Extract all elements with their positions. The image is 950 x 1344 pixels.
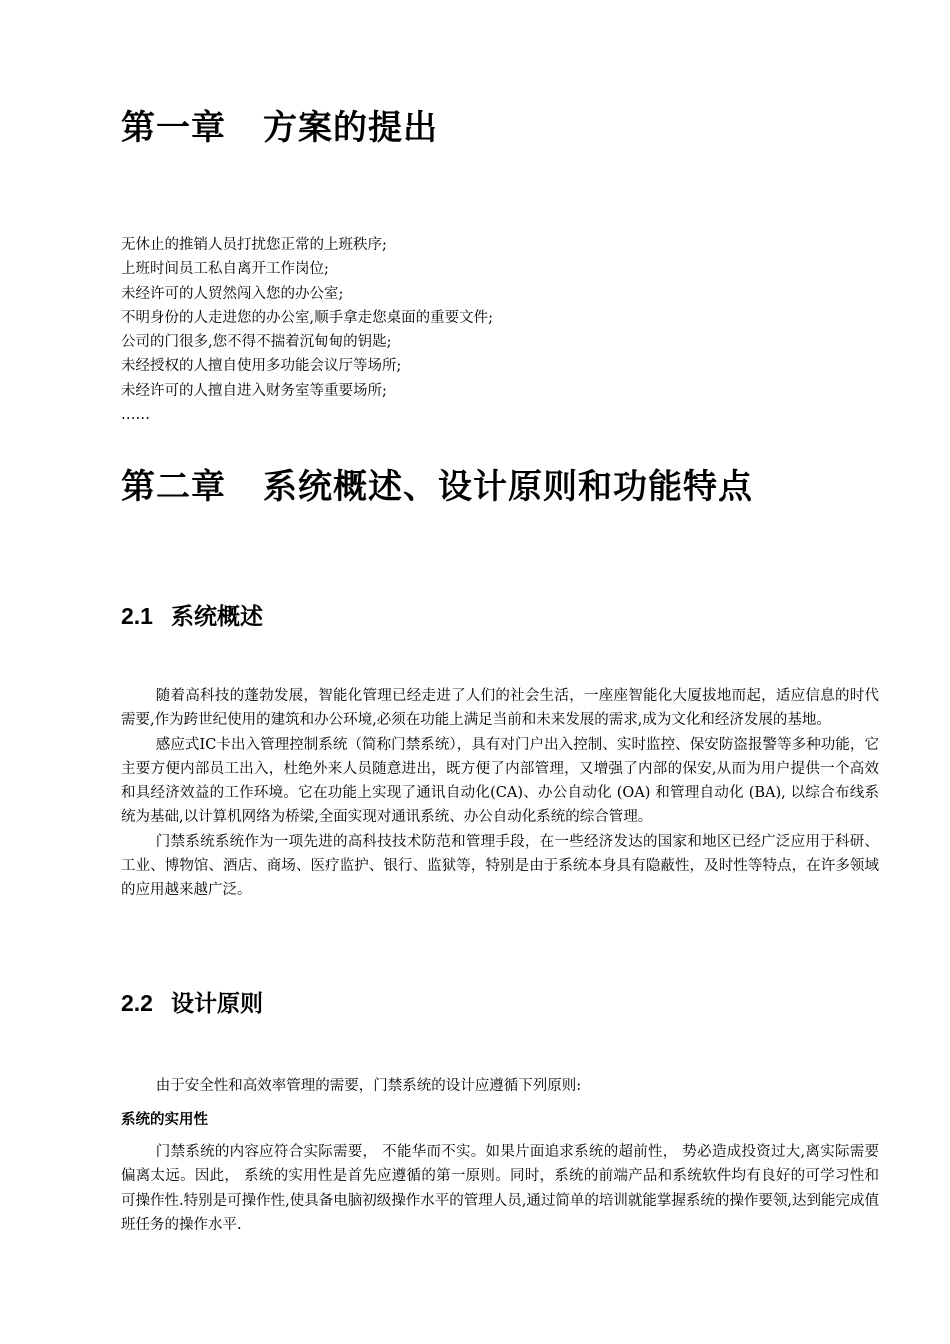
chapter-2-heading: [121, 465, 753, 509]
section-2-1-title: 系统概述: [171, 603, 263, 629]
principle-1-heading: 系统的实用性: [121, 1112, 208, 1128]
body-paragraph: 感应式IC卡出入管理控制系统（简称门禁系统），具有对门户出入控制、实时监控、保安防盗报警等多种功能，它主要方便内部员工出入，杜绝外来人员随意进出，既方便了内部管理，又增强了内部的保安,从而为用户提供一个高效和具经济效益的工作环境。它在功能上实现了通讯自动化(CA)、办公自动化 (OA) 和管理自动化 (BA), 以综合布线系统为基础,以计算机网络为桥梁,全面实现对通讯系统、办公自动化系统的综合管理。: [121, 736, 879, 826]
chapter-1-heading: [121, 106, 438, 150]
problem-ellipsis: ……: [121, 407, 150, 424]
problem-item: 公司的门很多,您不得不揣着沉甸甸的钥匙;: [121, 334, 392, 351]
problem-item: 不明身份的人走进您的办公室,顺手拿走您桌面的重要文件;: [121, 309, 493, 326]
problem-item: 未经许可的人擅自进入财务室等重要场所;: [121, 382, 387, 399]
chapter-2-title: 系统概述、设计原则和功能特点: [263, 467, 753, 507]
problem-item: 未经授权的人擅自使用多功能会议厅等场所;: [121, 358, 402, 375]
problem-item: 未经许可的人贸然闯入您的办公室;: [121, 285, 344, 302]
problem-list: [121, 233, 493, 427]
principle-1-text: 门禁系统的内容应符合实际需要， 不能华而不实。如果片面追求系统的超前性， 势必造成投资过大,离实际需要偏离太远。因此， 系统的实用性是首先应遵循的第一原则。同时，系统的前端产品和系统软件均有良好的可学习性和可操作性.特别是可操作性,使具备电脑初级操作水平的管理人员,通过简单的培训就能掌握系统的操作要领,达到能完成值班任务的操作水平.: [121, 1144, 879, 1233]
chapter-1-title: 方案的提出: [263, 108, 438, 148]
section-2-2-title: 设计原则: [171, 990, 263, 1016]
section-2-1-body: [121, 684, 879, 903]
body-paragraph: 门禁系统系统作为一项先进的高科技技术防范和管理手段，在一些经济发达的国家和地区已经广泛应用于科研、工业、博物馆、酒店、商场、医疗监护、银行、监狱等，特别是由于系统本身具有隐蔽性，及时性等特点，在许多领域的应用越来越广泛。: [121, 833, 879, 899]
section-2-2-heading: [121, 988, 263, 1018]
problem-item: 上班时间员工私自离开工作岗位;: [121, 261, 329, 278]
section-2-2-number: 2.2: [121, 990, 153, 1016]
section-2-1-number: 2.1: [121, 603, 153, 629]
section-2-1-heading: [121, 601, 263, 631]
chapter-1-number: 第一章: [121, 108, 226, 148]
chapter-2-number: 第二章: [121, 467, 226, 507]
body-paragraph: 随着高科技的蓬勃发展，智能化管理已经走进了人们的社会生活，一座座智能化大厦拔地而起，适应信息的时代需要,作为跨世纪使用的建筑和办公环境,必须在功能上满足当前和未来发展的需求,成为文化和经济发展的基地。: [121, 688, 879, 729]
section-2-2-intro: 由于安全性和高效率管理的需要，门禁系统的设计应遵循下列原则:: [155, 1078, 582, 1094]
problem-item: 无休止的推销人员打扰您正常的上班秩序;: [121, 237, 387, 253]
